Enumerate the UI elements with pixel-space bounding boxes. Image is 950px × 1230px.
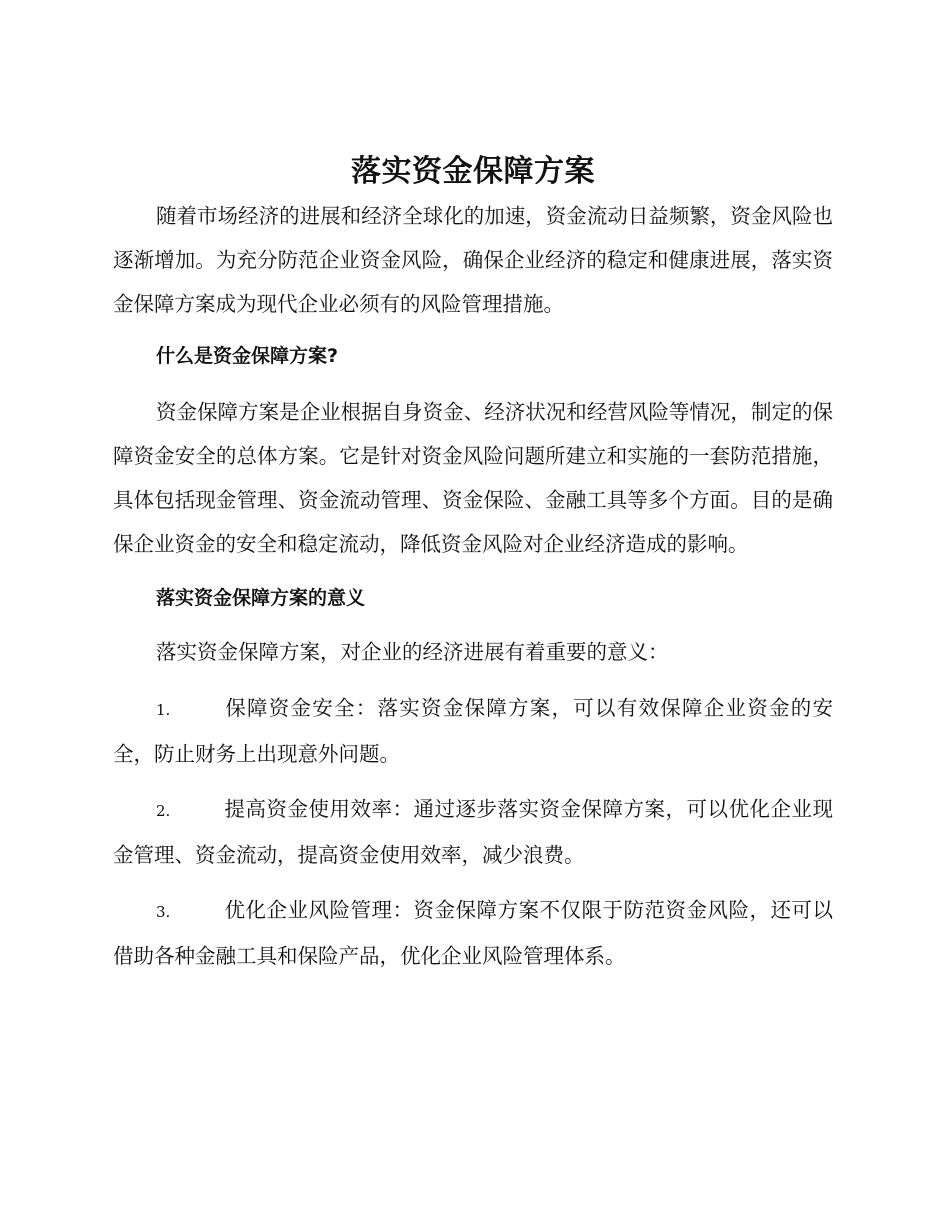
list-item-number: 1. (156, 701, 171, 719)
section-heading-what-is: 什么是资金保障方案? (156, 345, 339, 367)
section-intro-significance: 落实资金保障方案，对企业的经济进展有着重要的意义： (156, 640, 669, 664)
document-title: 落实资金保障方案 (351, 154, 595, 189)
list-item (113, 787, 833, 877)
list-item-text: 优化企业风险管理：资金保障方案不仅限于防范资金风险，还可以借助各种金融工具和保险产品，优化企业风险管理体系。 (113, 898, 833, 968)
document-page (113, 150, 833, 978)
section-heading-significance: 落实资金保障方案的意义 (156, 587, 366, 609)
list-item (113, 686, 833, 776)
section-body-what-is: 资金保障方案是企业根据自身资金、经济状况和经营风险等情况，制定的保障资金安全的总体方案。它是针对资金风险问题所建立和实施的一套防范措施，具体包括现金管理、资金流动管理、资金保险、金融工具等多个方面。目的是确保企业资金的安全和稳定流动，降低资金风险对企业经济造成的影响。 (113, 400, 833, 556)
list-item (113, 888, 833, 978)
list-item-number: 3. (156, 903, 171, 921)
list-item-number: 2. (156, 802, 171, 820)
intro-paragraph: 随着市场经济的进展和经济全球化的加速，资金流动日益频繁，资金风险也逐渐增加。为充分防范企业资金风险，确保企业经济的稳定和健康进展，落实资金保障方案成为现代企业必须有的风险管理措施。 (113, 204, 833, 316)
list-item-text: 提高资金使用效率：通过逐步落实资金保障方案，可以优化企业现金管理、资金流动，提高资金使用效率，减少浪费。 (113, 797, 833, 867)
list-item-text: 保障资金安全：落实资金保障方案，可以有效保障企业资金的安全，防止财务上出现意外问题。 (113, 696, 833, 766)
